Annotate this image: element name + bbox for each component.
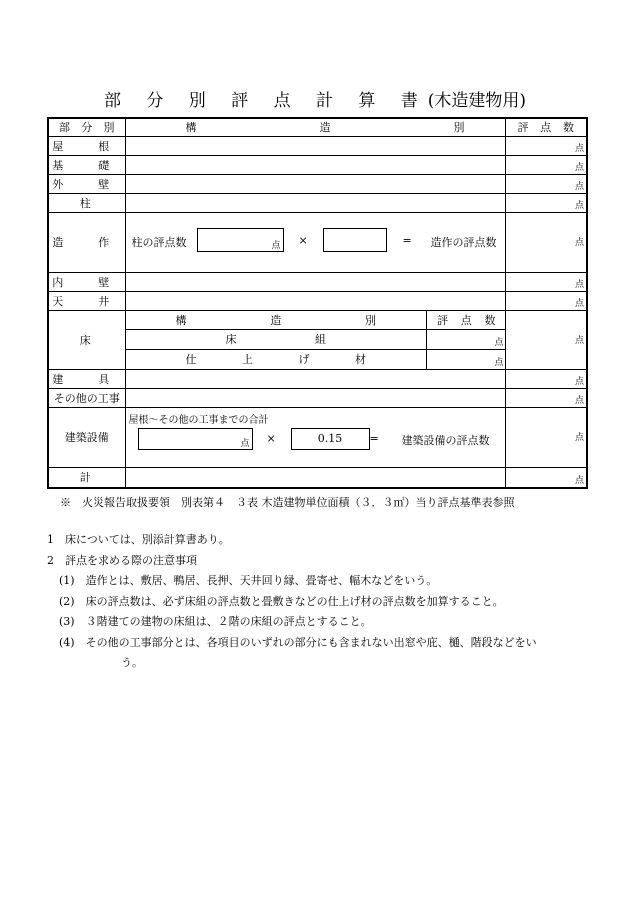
label-total: 計	[48, 467, 125, 488]
sum-box[interactable]: 点	[138, 428, 253, 450]
zosaku-factor-box[interactable]	[323, 228, 387, 252]
label-roof: 屋 根	[48, 136, 125, 155]
label-fittings: 建 具	[48, 369, 125, 388]
cell-foundation-structure[interactable]	[125, 155, 505, 174]
cell-roof-structure[interactable]	[125, 136, 505, 155]
row-inner-wall	[48, 272, 587, 291]
floor-sub-table	[126, 311, 506, 369]
row-equipment	[48, 407, 587, 467]
row-ceiling	[48, 291, 587, 310]
label-ceiling: 天 井	[48, 291, 125, 310]
cell-outer-wall-score[interactable]: 点	[505, 174, 587, 193]
times-sign: ×	[298, 233, 308, 247]
floor-sub-row-framing	[126, 330, 506, 350]
header-score: 評 点 数	[505, 118, 587, 136]
note-2-item-1: (1) 造作とは、敷居、鴨居、長押、天井回り縁、畳寄せ、幅木などをいう。	[59, 574, 438, 587]
cell-pillar-structure[interactable]	[125, 193, 505, 212]
header-part: 部 分 別	[48, 118, 125, 136]
label-outer-wall: 外 壁	[48, 174, 125, 193]
floor-finish-score[interactable]: 点	[427, 349, 506, 368]
cell-outer-wall-structure[interactable]	[125, 174, 505, 193]
floor-sub-row-finish	[126, 349, 506, 368]
row-zosaku	[48, 212, 587, 272]
floor-sub-header-structure: 構 造 別	[126, 311, 427, 330]
cell-zosaku-formula	[125, 212, 505, 272]
table-header	[48, 118, 587, 136]
cell-pillar-score[interactable]: 点	[505, 193, 587, 212]
floor-framing-score[interactable]: 点	[427, 330, 506, 350]
row-total	[48, 467, 587, 488]
cell-fittings-score[interactable]: 点	[505, 369, 587, 388]
label-zosaku: 造 作	[48, 212, 125, 272]
row-fittings	[48, 369, 587, 388]
cell-inner-wall-structure[interactable]	[125, 272, 505, 291]
cell-ceiling-score[interactable]: 点	[505, 291, 587, 310]
header-structure: 構 造 別	[125, 118, 505, 136]
row-outer-wall	[48, 174, 587, 193]
row-roof	[48, 136, 587, 155]
score-table	[47, 117, 588, 489]
cell-ceiling-structure[interactable]	[125, 291, 505, 310]
cell-other-work-score[interactable]: 点	[505, 388, 587, 407]
note-1: 1 床については、別添計算書あり。	[47, 533, 230, 546]
row-floor	[48, 310, 587, 369]
cell-equipment-score[interactable]: 点	[505, 407, 587, 467]
note-2-item-4: (4) その他の工事部分とは、各項目のいずれの部分にも含まれない出窓や庇、樋、階段などをい	[59, 635, 537, 649]
row-pillar	[48, 193, 587, 212]
equipment-caption: 屋根～その他の工事までの合計	[128, 414, 269, 426]
zosaku-result-label: 造作の評点数	[430, 235, 497, 249]
cell-total-structure[interactable]	[125, 467, 505, 488]
cell-floor-score[interactable]: 点	[505, 310, 587, 369]
cell-roof-score[interactable]: 点	[505, 136, 587, 155]
equipment-result-label: 建築設備の評点数	[401, 433, 490, 447]
cell-equipment-formula	[125, 407, 505, 467]
label-other-work: その他の工事	[48, 388, 125, 407]
label-pillar: 柱	[48, 193, 125, 212]
floor-sub-header-score: 評 点 数	[427, 311, 506, 330]
note-2: 2 評点を求める際の注意事項	[47, 553, 197, 567]
floor-sub-header	[126, 311, 506, 330]
footnote: ※ 火災報告取扱要領 別表第４ ３表 木造建物単位面積（３．３㎡）当り評点基準表参照	[60, 496, 515, 509]
note-2-item-3: (3) ３階建ての建物の床組は、２階の床組の評点とすること。	[59, 615, 372, 628]
label-foundation: 基 礎	[48, 155, 125, 174]
page-title	[0, 86, 630, 111]
times-sign: ×	[266, 431, 276, 445]
note-2-item-2: (2) 床の評点数は、必ず床組の評点数と畳敷きなどの仕上げ材の評点数を加算すること。	[59, 594, 504, 608]
cell-foundation-score[interactable]: 点	[505, 155, 587, 174]
pillar-score-box[interactable]: 点	[197, 228, 284, 252]
equals-sign: =	[402, 233, 412, 247]
cell-inner-wall-score[interactable]: 点	[505, 272, 587, 291]
row-other-work	[48, 388, 587, 407]
factor-box: 0.15	[291, 428, 370, 450]
cell-fittings-structure[interactable]	[125, 369, 505, 388]
cell-total-score[interactable]: 点	[505, 467, 587, 488]
floor-framing-label: 床 組	[126, 330, 427, 350]
title-main: 部 分 別 評 点 計 算 書	[103, 91, 428, 111]
pillar-score-label: 柱の評点数	[131, 235, 187, 249]
notes	[47, 530, 587, 674]
cell-other-work-structure[interactable]	[125, 388, 505, 407]
row-foundation	[48, 155, 587, 174]
title-sub: (木造建物用)	[427, 91, 527, 111]
label-floor: 床	[48, 310, 125, 369]
equals-sign: =	[369, 431, 379, 445]
label-inner-wall: 内 壁	[48, 272, 125, 291]
label-equipment: 建築設備	[48, 407, 125, 467]
note-2-item-4-cont: う。	[121, 656, 143, 669]
cell-floor-sub	[125, 310, 505, 369]
cell-zosaku-score[interactable]: 点	[505, 212, 587, 272]
floor-finish-label: 仕 上 げ 材	[126, 349, 427, 368]
